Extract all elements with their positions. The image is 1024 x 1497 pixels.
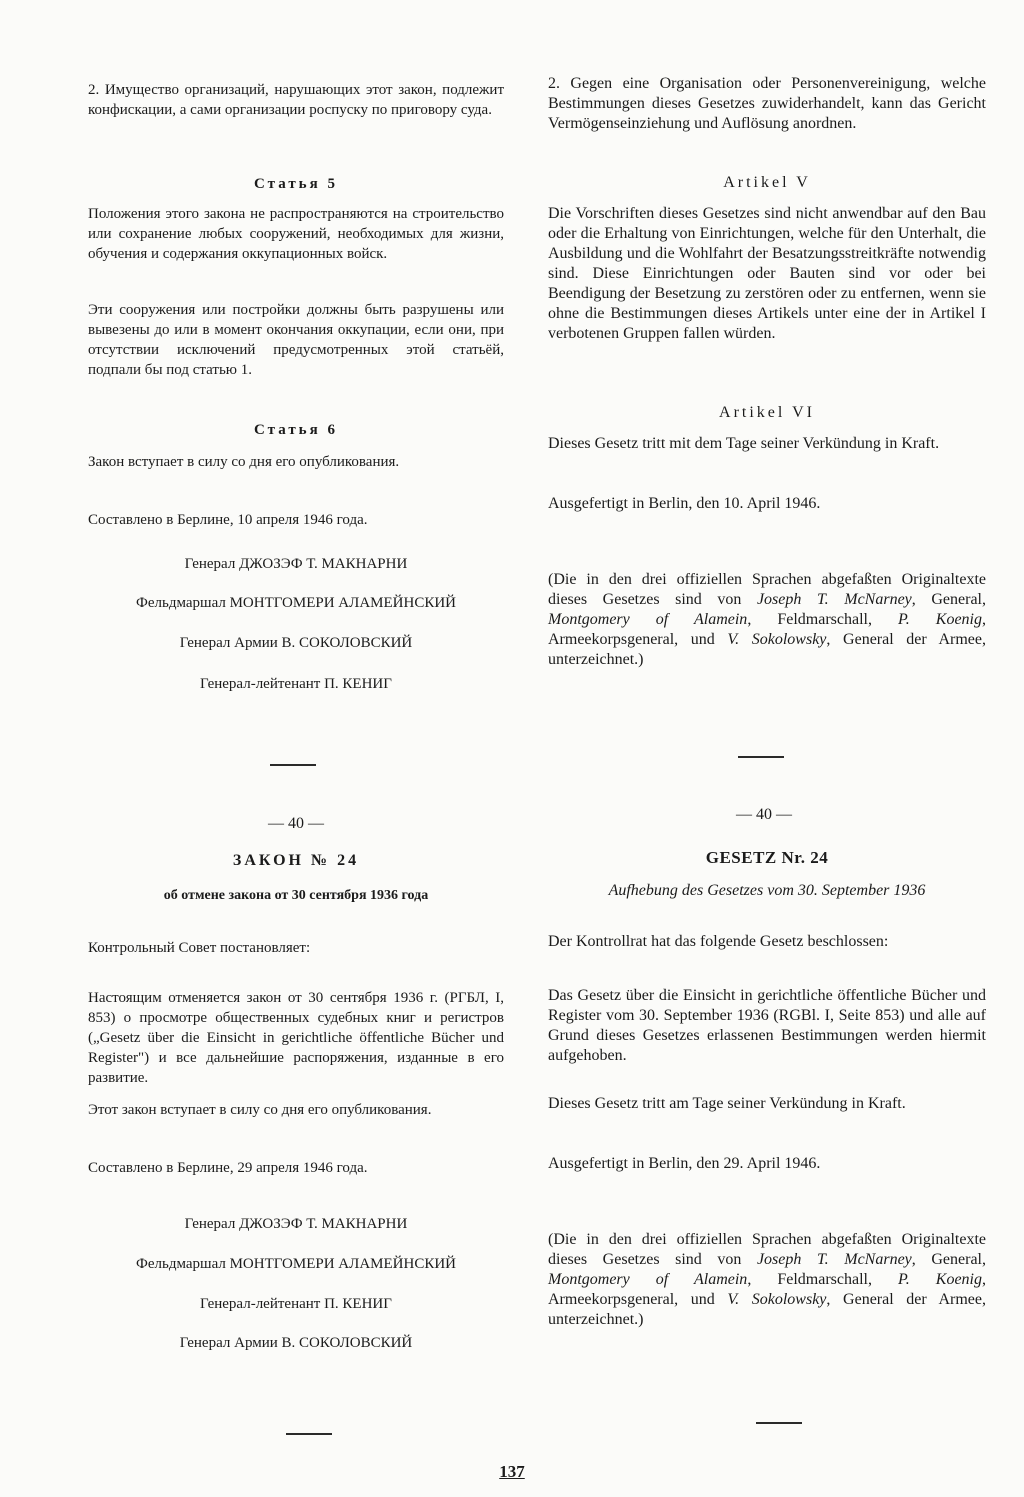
de-bottom-divider: [756, 1422, 802, 1424]
ru-law24-signature-1: Генерал ДЖОЗЭФ Т. МАКНАРНИ: [184, 1216, 408, 1232]
ru-law24-paragraph1: Настоящим отменяется закон от 30 сентября 1936 г. (РГБЛ, I, 853) о просмотре общественных судебных книг и регистров („Gesetz über die Einsicht in gerichtliche öffentliche Bücher und Register") и все дальнейшие распоряжения, изданные в его развитие.: [88, 990, 504, 1086]
ru-signed-place-date: Составлено в Берлине, 10 апреля 1946 года.: [88, 512, 368, 528]
de-note-signatory-sokolowsky: V. Sokolowsky: [727, 1291, 827, 1308]
ru-article4-paragraph2: 2. Имущество организаций, нарушающих этот закон, подлежит конфискации, а сами организации роспуску по приговору суда.: [88, 82, 504, 118]
de-article6-paragraph: Dieses Gesetz tritt mit dem Tage seiner Verkündung in Kraft.: [548, 435, 940, 452]
ru-law24-signed-place-date: Составлено в Берлине, 29 апреля 1946 года.: [88, 1160, 368, 1176]
ru-law24-signature-4: Генерал Армии В. СОКОЛОВСКИЙ: [179, 1335, 413, 1351]
ru-signature-2: Фельдмаршал МОНТГОМЕРИ АЛАМЕЙНСКИЙ: [136, 595, 456, 611]
de-note-signatory-mcnarney: Joseph T. McNarney: [756, 591, 912, 608]
de-note-text: , Feldmarschall,: [747, 611, 899, 628]
de-law24-signatories-note: [548, 1230, 986, 1330]
ru-article6-paragraph: Закон вступает в силу со дня его опубликования.: [88, 454, 400, 470]
de-law24-subtitle: Aufhebung des Gesetzes vom 30. September 1936: [608, 882, 926, 899]
page-footer-number: [0, 1462, 1024, 1482]
de-law24-intro: Der Kontrollrat hat das folgende Gesetz beschlossen:: [548, 933, 889, 950]
ru-section-divider: [270, 764, 316, 766]
de-article5-paragraph: Die Vorschriften dieses Gesetzes sind nicht anwendbar auf den Bau oder die Erhaltung von Einrichtungen, welche für den Unterhalt, die Ausbildung und die Wohlfahrt der Besatzungsstreitkräfte notwendig sind. Diese Einrichtungen oder Bauten sind vor oder bei Beendigung der Besetzung zu zerstören oder zu entfernen, wenn sie ohne die Bestimmungen dieses Artikels unter eine der in Artikel I verbotenen Gruppen fallen würden.: [548, 205, 986, 342]
de-page-number: — 40 —: [736, 806, 792, 823]
de-note-text: , Armeekorpsgeneral, und: [548, 611, 986, 648]
de-signed-place-date: Ausgefertigt in Berlin, den 10. April 1946.: [548, 495, 821, 512]
ru-law24-subtitle: об отмене закона от 30 сентября 1936 года: [163, 888, 429, 903]
ru-law24-intro: Контрольный Совет постановляет:: [88, 940, 311, 956]
ru-page-number: — 40 —: [268, 815, 324, 832]
ru-signature-4: Генерал-лейтенант П. КЕНИГ: [200, 676, 392, 692]
de-note-signatory-sokolowsky: V. Sokolowsky: [727, 631, 827, 648]
de-note-signatory-montgomery: Montgomery of Alamein: [548, 611, 748, 628]
de-note-prefix: (Die in den drei offiziellen Sprachen abgefaßten Originaltexte dieses Gesetzes sind von: [548, 571, 986, 608]
de-article6-heading: Artikel VI: [719, 404, 815, 421]
de-note-signatory-koenig: P. Koenig: [898, 1271, 982, 1288]
de-signatories-note: [548, 570, 986, 670]
ru-signature-1: Генерал ДЖОЗЭФ Т. МАКНАРНИ: [184, 556, 408, 572]
de-note-signatory-montgomery: Montgomery of Alamein: [548, 1271, 748, 1288]
de-note-text: , Feldmarschall,: [747, 1271, 899, 1288]
de-article5-heading: Artikel V: [723, 174, 811, 191]
de-note-text: , Armeekorpsgeneral, und: [548, 1271, 986, 1308]
ru-law24-title: ЗАКОН № 24: [232, 852, 360, 869]
de-note-prefix: (Die in den drei offiziellen Sprachen abgefaßten Originaltexte dieses Gesetzes sind von: [548, 1231, 986, 1268]
ru-law24-signature-2: Фельдмаршал МОНТГОМЕРИ АЛАМЕЙНСКИЙ: [136, 1256, 456, 1272]
de-note-text: , General,: [911, 591, 986, 608]
de-law24-paragraph1: Das Gesetz über die Einsicht in gerichtliche öffentliche Bücher und Register vom 30. September 1936 (RGBl. I, Seite 853) und alle auf Grund dieses Gesetzes erlassenen Bestimmungen werden hiermit aufgehoben.: [548, 987, 986, 1064]
ru-law24-paragraph2: Этот закон вступает в силу со дня его опубликования.: [88, 1102, 432, 1118]
footer-page-number: 137: [499, 1462, 525, 1481]
de-note-suffix: , General der Armee, unterzeichnet.): [548, 631, 986, 668]
de-section-divider: [738, 756, 784, 758]
ru-law24-signature-3: Генерал-лейтенант П. КЕНИГ: [200, 1296, 392, 1312]
ru-article5-heading: Статья 5: [254, 176, 338, 192]
ru-article5-paragraph1: Положения этого закона не распространяются на строительство или сохранение любых сооружений, необходимых для жизни, обучения и содержания оккупационных войск.: [88, 206, 504, 262]
ru-signature-3: Генерал Армии В. СОКОЛОВСКИЙ: [179, 635, 413, 651]
de-law24-signed-place-date: Ausgefertigt in Berlin, den 29. April 1946.: [548, 1155, 821, 1172]
de-article4-paragraph2: 2. Gegen eine Organisation oder Personenvereinigung, welche Bestimmungen dieses Gesetzes zuwiderhandelt, kann das Gericht Vermögenseinziehung und Auflösung anordnen.: [548, 75, 986, 132]
de-note-text: , General,: [911, 1251, 986, 1268]
de-law24-title: GESETZ Nr. 24: [705, 848, 829, 867]
de-note-signatory-koenig: P. Koenig: [898, 611, 982, 628]
de-note-suffix: , General der Armee, unterzeichnet.): [548, 1291, 986, 1328]
ru-article6-heading: Статья 6: [254, 422, 338, 438]
ru-bottom-divider: [286, 1433, 332, 1435]
ru-article5-paragraph2: Эти сооружения или постройки должны быть разрушены или вывезены до или в момент окончания оккупации, если они, при отсутствии исключений предусмотренных этой статьёй, подпали бы под статью 1.: [88, 302, 504, 378]
de-note-signatory-mcnarney: Joseph T. McNarney: [756, 1251, 912, 1268]
de-law24-paragraph2: Dieses Gesetz tritt am Tage seiner Verkündung in Kraft.: [548, 1095, 906, 1112]
